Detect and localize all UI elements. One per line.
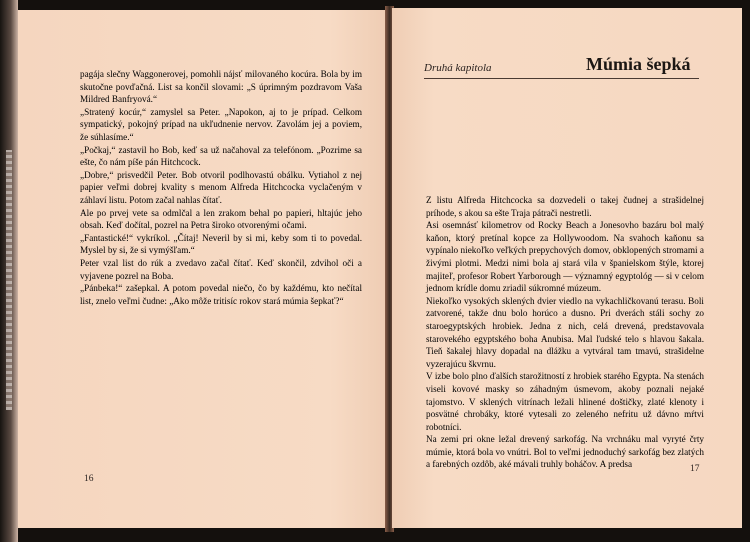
chapter-title: Múmia šepká xyxy=(586,54,691,74)
right-page-text: Z listu Alfreda Hitchcocka sa dozvedeli o takej čudnej a strašidelnej príhode, s akou sa ešte Traja pátrači nestretli. Asi osemnásť kilometrov od Rocky Beach a Jonesovho bazáru bol malý kaňon, ktorý pretínal kopce za Hollywoodom. Na svahoch kaňonu sa vypínalo niekoľko veľkých prepychových domov, obklopených stromami a živými plotmi. Medzi nimi bola aj stará vila v španielskom štýle, ktorej majiteľ, profesor Robert Yarborough — významný egyptológ — si v celom jednom krídle domu zriadil súkromné múzeum. Niekoľko vysokých sklených dvier viedlo na vykachličkovanú terasu. Boli zatvorené, takže dnu bolo horúco a dusno. Pri dverách stáli sochy zo staroegyptských hrobiek. Jedna z nich, celá drevená, predstavovala starovekého egyptského boha Anubisa. Mal ľudské telo s hlavou šakala. Tieň šakalej hlavy dopadal na dlážku a vytváral tam tmavú, strašidelne vyzerajúcu škvrnu. V izbe bolo plno ďalších starožitností z hrobiek starého Egypta. Na stenách viseli kovové masky so záhadným úsmevom, akoby poznali nejaké tajomstvo. V sklených vitrínach ležali hlinené doštičky, zlaté klenoty i posvätné chrobáky, ktoré vytesali zo zeleného nefritu už dávno mŕtvi robotníci. Na zemi pri okne ležal drevený sarkofág. Na vrchnáku mal vyryté črty múmie, ktorá bola vo vnútri. Bol to veľmi jednoduchý sarkofág bez zlatých a farebných ozdôb, aké mávali truhly boháčov. A predsa xyxy=(426,195,704,470)
book-edge xyxy=(0,0,18,542)
left-page-number: 16 xyxy=(84,474,94,484)
chapter-label: Druhá kapitola xyxy=(424,62,492,74)
right-page-number: 17 xyxy=(690,464,700,474)
page-edge-stripes xyxy=(6,150,12,410)
left-page-text: pagája slečny Waggonerovej, pomohli nájsť milovaného kocúra. Bola by im skutočne povďačná. List sa končil slovami: „S úprimným pozdravom Vaša Mildred Banfryová.“ „Stratený kocúr,“ zamyslel sa Peter. „Napokon, aj to je prípad. Celkom sympatický, pokojný prípad na ukľudnenie nervov. Zavolám jej a poviem, že súhlasíme.“ „Počkaj,“ zastavil ho Bob, keď sa už načahoval za telefónom. „Pozrime sa ešte, čo nám píše pán Hitchcock. „Dobre,“ prisvedčil Peter. Bob otvoril podlhovastú obálku. Vytiahol z nej papier veľmi dobrej kvality s menom Alfreda Hitchcocka vyclačeným v záhlaví listu. Potom začal nahlas čítať. Ale po prvej vete sa odmlčal a len zrakom behal po papieri, hltajúc jeho obsah. Keď dočítal, pozrel na Petra široko otvorenými očami. „Fantastické!“ vykríkol. „Čítaj! Neveril by si mi, keby som ti to povedal. Myslel by si, že si vymýšľam.“ Peter vzal list do rúk a zvedavo začal čítať. Keď skončil, zdvihol oči a vyjavene pozrel na Boba. „Pánbeka!“ zašepkal. A potom povedal niečo, čo by každému, kto nečítal list, znelo veľmi čudne: „Ako môže tritisíc rokov stará múmia šepkať?“ xyxy=(80,69,362,306)
chapter-rule xyxy=(424,78,699,79)
